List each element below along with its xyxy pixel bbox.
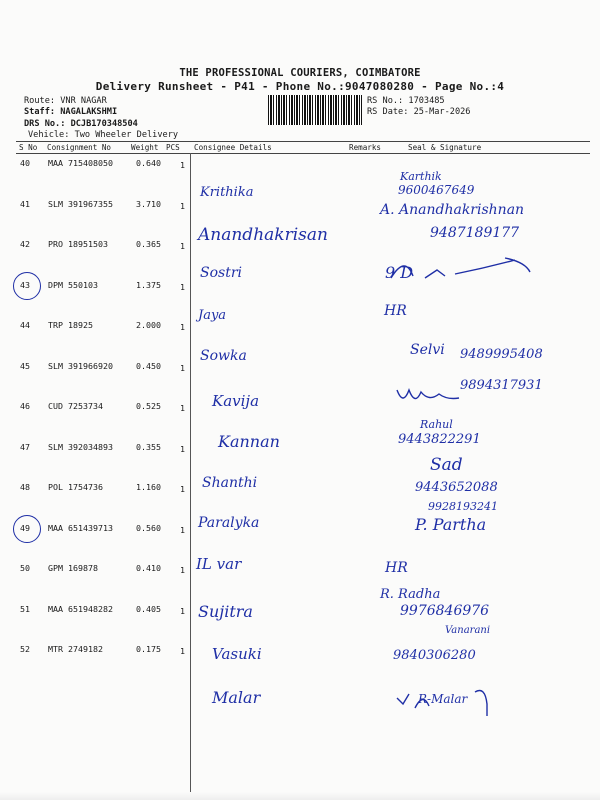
row-sno: 43 bbox=[20, 279, 30, 290]
col-consignee: Consignee Details bbox=[194, 143, 272, 152]
row-weight: 1.375 bbox=[136, 279, 161, 290]
row-phone-handwritten: 9600467649 bbox=[398, 183, 475, 197]
staff-label: Staff: NAGALAKSHMI bbox=[24, 107, 118, 117]
row-sno: 50 bbox=[20, 563, 30, 573]
row-signature: Sad bbox=[430, 455, 463, 475]
row-sno: 42 bbox=[20, 239, 30, 249]
company-title: THE PROFESSIONAL COURIERS, COIMBATORE bbox=[179, 67, 421, 79]
row-consignment-no: SLM 391967355 bbox=[48, 198, 113, 209]
row-pcs: 1 bbox=[180, 322, 185, 332]
row-consignment-no: CUD 7253734 bbox=[48, 401, 103, 411]
row-weight: 0.405 bbox=[136, 603, 161, 614]
row-pcs: 1 bbox=[180, 403, 185, 413]
row-consignee-handwritten: Anandhakrisan bbox=[198, 225, 328, 245]
row-consignment-no: MAA 651439713 bbox=[48, 522, 113, 533]
row-signature: HR bbox=[384, 303, 407, 319]
row-sno: 49 bbox=[20, 522, 30, 533]
col-weight: Weight bbox=[131, 143, 159, 152]
row-consignee-handwritten: Shanthi bbox=[202, 475, 258, 491]
row-pcs: 1 bbox=[180, 200, 185, 211]
col-consignment: Consignment No bbox=[47, 143, 112, 152]
drs-number: DRS No.: DCJB170348504 bbox=[24, 119, 138, 129]
row-consignee-handwritten: Paralyka bbox=[198, 515, 260, 531]
row-signature: 9 D bbox=[385, 263, 414, 282]
row-weight: 0.640 bbox=[136, 158, 161, 168]
row-pcs: 1 bbox=[180, 524, 185, 535]
barcode bbox=[268, 95, 362, 125]
col-sno: S No bbox=[19, 143, 38, 152]
signature-scribble-45 bbox=[395, 380, 465, 410]
row-signature: Karthik bbox=[400, 170, 442, 183]
row-consignee-handwritten: Kannan bbox=[218, 432, 280, 451]
header-rule-bottom bbox=[16, 153, 590, 154]
row-sno: 44 bbox=[20, 320, 30, 330]
runsheet-title: Delivery Runsheet - P41 - Phone No.:9047080280 - Page No.:4 bbox=[95, 80, 505, 93]
row-phone-handwritten: 9928193241 bbox=[428, 500, 498, 513]
row-pcs: 1 bbox=[180, 605, 185, 616]
row-consignment-no: DPM 550103 bbox=[48, 279, 98, 290]
row-phone-handwritten: 9976846976 bbox=[400, 603, 490, 619]
row-consignment-no: PRO 18951503 bbox=[48, 239, 108, 249]
row-signature: R-Malar bbox=[418, 692, 468, 706]
row-phone-handwritten: 9487189177 bbox=[430, 225, 520, 241]
row-weight: 0.365 bbox=[136, 239, 161, 249]
row-consignee-handwritten: Vasuki bbox=[212, 645, 262, 663]
row-pcs: 1 bbox=[180, 484, 185, 494]
row-sno: 46 bbox=[20, 401, 30, 411]
row-pcs: 1 bbox=[180, 241, 185, 251]
row-sno: 47 bbox=[20, 441, 30, 452]
row-consignment-no: MAA 651948282 bbox=[48, 603, 113, 614]
row-weight: 3.710 bbox=[136, 198, 161, 209]
row-pcs: 1 bbox=[180, 362, 185, 373]
row-consignee-handwritten: Kavija bbox=[212, 392, 260, 410]
row-phone-handwritten: 9443822291 bbox=[398, 432, 481, 447]
row-consignment-no: SLM 391966920 bbox=[48, 360, 113, 371]
row-weight: 0.355 bbox=[136, 441, 161, 452]
row-consignment-no: POL 1754736 bbox=[48, 482, 103, 492]
row-pcs: 1 bbox=[180, 646, 185, 656]
row-consignment-no: MTR 2749182 bbox=[48, 644, 103, 654]
row-number-circle-mark bbox=[13, 515, 41, 543]
col-pcs: PCS bbox=[166, 143, 180, 152]
signature-scribble-42 bbox=[385, 250, 535, 290]
row-consignment-no: GPM 169878 bbox=[48, 563, 98, 573]
row-weight: 0.410 bbox=[136, 563, 161, 573]
row-consignment-no: TRP 18925 bbox=[48, 320, 93, 330]
row-pcs: 1 bbox=[180, 565, 185, 575]
row-consignment-no: MAA 715408050 bbox=[48, 158, 113, 168]
row-sno: 48 bbox=[20, 482, 30, 492]
row-sno: 51 bbox=[20, 603, 30, 614]
row-phone-handwritten: 9443652088 bbox=[415, 480, 498, 495]
row-consignee-handwritten: Jaya bbox=[198, 308, 227, 323]
row-consignee-handwritten: Krithika bbox=[200, 185, 254, 200]
signature-scribble-52 bbox=[395, 684, 505, 720]
row-signature: R. Radha bbox=[380, 587, 441, 602]
row-weight: 2.000 bbox=[136, 320, 161, 330]
row-weight: 0.525 bbox=[136, 401, 161, 411]
row-weight: 0.175 bbox=[136, 644, 161, 654]
row-signature: Selvi bbox=[410, 342, 445, 358]
header-rule-top bbox=[16, 141, 590, 142]
row-pcs: 1 bbox=[180, 281, 185, 292]
row-sno: 40 bbox=[20, 158, 30, 168]
row-signature: P. Partha bbox=[415, 515, 487, 534]
rs-date: RS Date: 25-Mar-2026 bbox=[367, 107, 471, 117]
row-phone-handwritten: 9840306280 bbox=[393, 648, 476, 663]
row-consignment-no: SLM 392034893 bbox=[48, 441, 113, 452]
row-sno: 45 bbox=[20, 360, 30, 371]
row-weight: 1.160 bbox=[136, 482, 161, 492]
row-consignee-handwritten: Sujitra bbox=[198, 602, 253, 621]
col-remarks: Remarks bbox=[349, 143, 382, 152]
row-signature: Rahul bbox=[420, 418, 453, 431]
row-consignee-handwritten: Sowka bbox=[200, 348, 247, 364]
row-signature: HR bbox=[385, 560, 408, 576]
row-weight: 0.450 bbox=[136, 360, 161, 371]
route-label: Route: VNR NAGAR bbox=[24, 96, 107, 106]
vehicle-label: Vehicle: Two Wheeler Delivery bbox=[28, 130, 179, 140]
row-sno: 41 bbox=[20, 198, 30, 209]
row-weight: 0.560 bbox=[136, 522, 161, 533]
row-phone-handwritten: 9894317931 bbox=[460, 378, 543, 393]
row-sno: 52 bbox=[20, 644, 30, 654]
row-consignee-handwritten: Sostri bbox=[200, 265, 242, 281]
col-seal-signature: Seal & Signature bbox=[408, 143, 482, 152]
row-pcs: 1 bbox=[180, 443, 185, 454]
row-consignee-handwritten: Malar bbox=[212, 688, 261, 707]
row-signature: Vanarani bbox=[445, 625, 491, 636]
page-bottom-edge bbox=[0, 792, 600, 800]
rs-number: RS No.: 1703485 bbox=[367, 96, 445, 106]
row-signature: A. Anandhakrishnan bbox=[380, 202, 525, 218]
consignee-divider bbox=[190, 153, 191, 793]
row-pcs: 1 bbox=[180, 160, 185, 170]
row-consignee-handwritten: IL var bbox=[196, 555, 242, 573]
row-phone-handwritten: 9489995408 bbox=[460, 347, 543, 362]
row-number-circle-mark bbox=[13, 272, 41, 300]
